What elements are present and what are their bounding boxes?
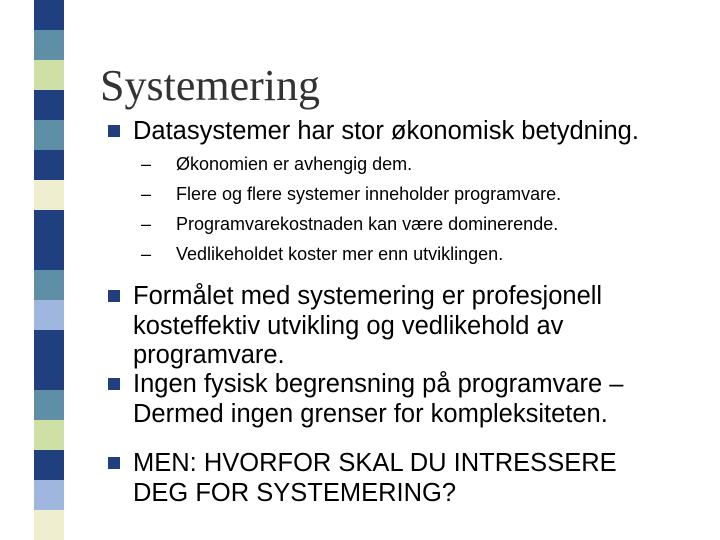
stripe <box>34 240 64 270</box>
stripe <box>34 330 64 360</box>
sub-bullet-dash: – <box>141 214 152 234</box>
stripe <box>34 480 64 510</box>
stripe <box>34 450 64 480</box>
sub-bullet-dash: – <box>141 154 152 174</box>
bullet-text-line: programvare. <box>133 341 285 369</box>
bullet-text-line: DEG FOR SYSTEMERING? <box>133 478 457 507</box>
bullet-text-line: kosteffektiv utvikling og vedlikehold av <box>133 311 564 340</box>
square-bullet-icon <box>108 290 120 302</box>
stripe <box>34 360 64 390</box>
stripe <box>34 30 64 60</box>
stripe <box>34 420 64 450</box>
stripe <box>34 0 64 30</box>
bullet-text-line: Formålet med systemering er profesjonell <box>133 282 603 310</box>
square-bullet-icon <box>108 457 120 469</box>
stripe <box>34 510 64 540</box>
sub-bullet-dash: – <box>141 184 152 204</box>
decorative-stripe-bar <box>34 0 64 540</box>
sub-bullet-text: Flere og flere systemer inneholder programvare. <box>176 184 562 204</box>
stripe <box>34 60 64 90</box>
square-bullet-icon <box>108 125 120 137</box>
stripe <box>34 150 64 180</box>
bullet-text-line: Dermed ingen grenser for kompleksiteten. <box>133 399 608 428</box>
bullet-text: Datasystemer har stor økonomisk betydning. <box>133 117 639 145</box>
sub-bullet-text: Økonomien er avhengig dem. <box>176 154 413 174</box>
sub-bullet-text: Programvarekostnaden kan være dominerende. <box>176 214 559 234</box>
slide-title: Systemering <box>100 61 320 110</box>
stripe <box>34 300 64 330</box>
bullet-text-line: Ingen fysisk begrensning på programvare – <box>133 370 624 398</box>
stripe <box>34 210 64 240</box>
square-bullet-icon <box>108 378 120 390</box>
stripe <box>34 120 64 150</box>
bullet-text-line: MEN: HVORFOR SKAL DU INTRESSERE <box>133 449 617 477</box>
stripe <box>34 270 64 300</box>
stripe <box>34 390 64 420</box>
sub-bullet-dash: – <box>141 244 152 264</box>
sub-bullet-text: Vedlikeholdet koster mer enn utviklingen. <box>176 244 504 264</box>
stripe <box>34 90 64 120</box>
stripe <box>34 180 64 210</box>
